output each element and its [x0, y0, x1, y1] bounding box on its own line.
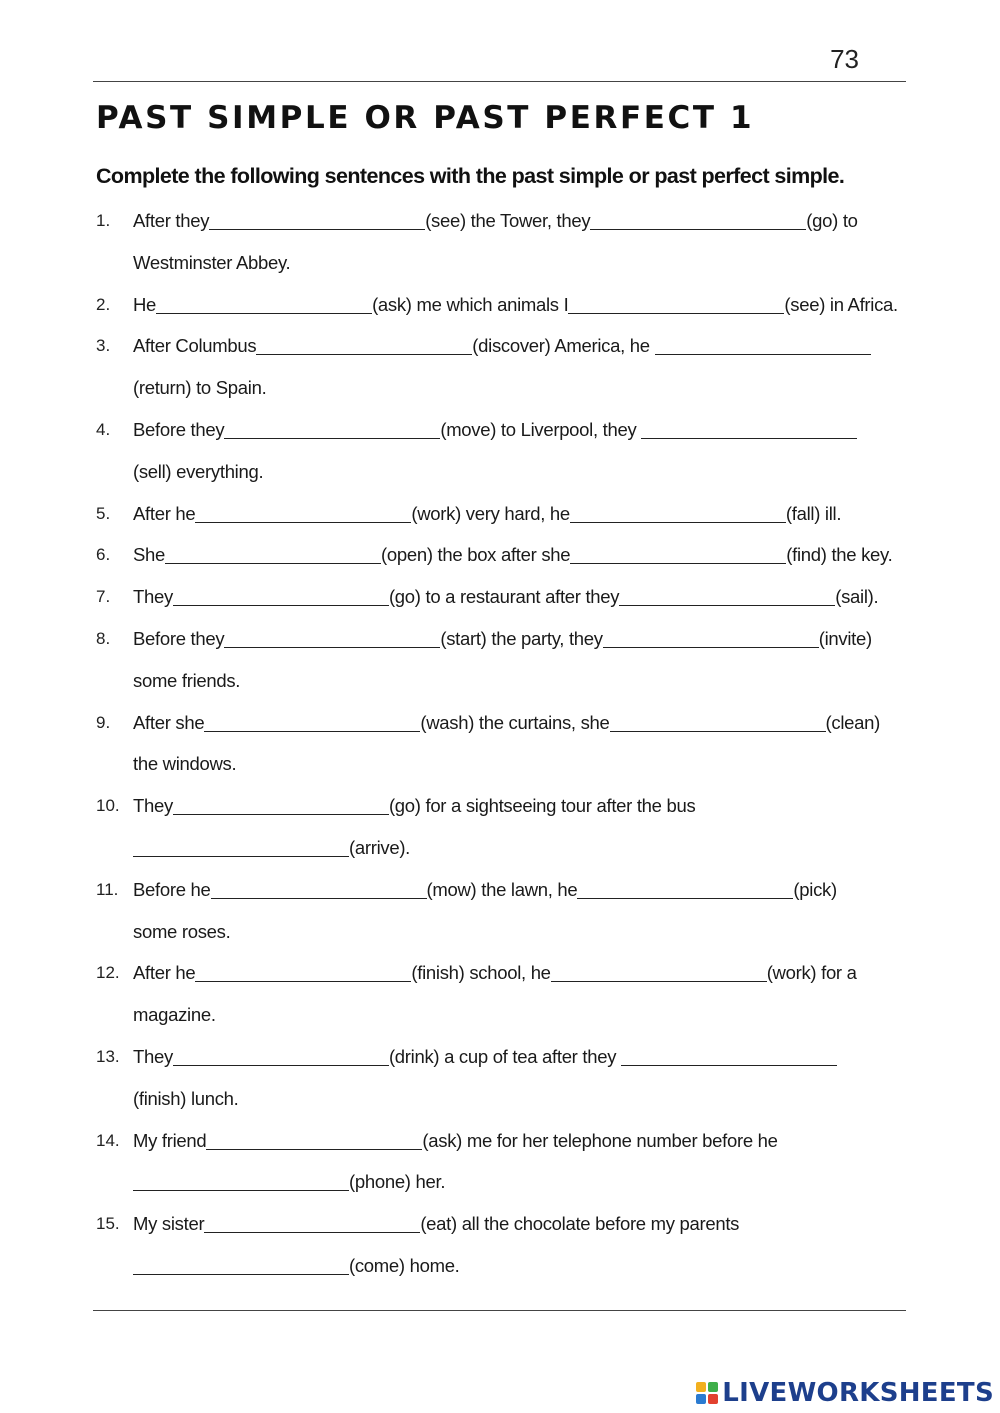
- answer-blank[interactable]: [195, 963, 411, 982]
- sentence-text: (work) very hard, he: [411, 502, 570, 524]
- page-number: 73: [830, 44, 859, 74]
- sentence-text: (phone) her.: [349, 1171, 446, 1193]
- exercise-line: [0, 833, 1000, 863]
- exercise-line: [0, 1042, 1000, 1072]
- sentence-text: (return) to Spain.: [133, 377, 267, 399]
- instructions: Complete the following sentences with the past simple or past perfect simple.: [96, 164, 845, 188]
- answer-blank[interactable]: [619, 587, 835, 606]
- item-number: 6.: [96, 545, 111, 565]
- exercise-line: [0, 624, 1000, 654]
- sentence-text: (drink) a cup of tea after they: [388, 1046, 621, 1067]
- sentence-text: (open) the box after she: [381, 544, 571, 566]
- sentence-text: (ask) me which animals I: [372, 293, 569, 315]
- answer-blank[interactable]: [195, 504, 411, 523]
- sentence-text: (arrive).: [349, 837, 411, 858]
- answer-blank[interactable]: [209, 211, 425, 230]
- sentence-text: (start) the party, they: [440, 628, 603, 649]
- sentence-text: (sell) everything.: [133, 460, 264, 482]
- item-number: 5.: [96, 503, 111, 523]
- exercise-line: [0, 415, 1000, 445]
- exercise-line: [0, 875, 1000, 905]
- exercise-line: [0, 206, 1000, 236]
- answer-blank[interactable]: [570, 504, 786, 523]
- item-number: 3.: [96, 336, 111, 356]
- item-number: 1.: [96, 211, 111, 230]
- sentence-text: He: [133, 293, 157, 315]
- sentence-text: Before they: [133, 628, 225, 649]
- page-title: PAST SIMPLE OR PAST PERFECT 1: [96, 100, 755, 136]
- exercise-line: [0, 749, 1000, 779]
- sentence-text: some friends.: [133, 669, 241, 691]
- exercise-line: [0, 248, 1000, 278]
- liveworksheets-logo[interactable]: [696, 1377, 994, 1409]
- answer-blank[interactable]: [224, 420, 440, 439]
- item-number: 12.: [96, 963, 120, 983]
- sentence-text: They: [133, 795, 173, 817]
- exercise-line: [0, 1084, 1000, 1114]
- sentence-text: My sister: [133, 1213, 205, 1235]
- answer-blank[interactable]: [133, 838, 349, 857]
- sentence-text: (go) to: [806, 210, 858, 231]
- answer-blank[interactable]: [173, 587, 389, 606]
- item-number: 10.: [96, 796, 120, 816]
- item-number: 9.: [96, 712, 111, 732]
- answer-blank[interactable]: [590, 211, 806, 230]
- sentence-text: (pick): [793, 878, 837, 900]
- sentence-text: magazine.: [133, 1004, 216, 1026]
- answer-blank[interactable]: [610, 713, 826, 732]
- answer-blank[interactable]: [206, 1131, 422, 1150]
- exercise-line: [0, 290, 1000, 320]
- item-number: 8.: [96, 629, 111, 648]
- exercise-line: [0, 1209, 1000, 1239]
- sentence-text: After he: [133, 502, 196, 524]
- item-number: 13.: [96, 1047, 120, 1066]
- exercise-line: [0, 1167, 1000, 1197]
- liveworksheets-logo-icon: [696, 1382, 718, 1404]
- sentence-text: My friend: [133, 1129, 207, 1151]
- sentence-text: (go) for a sightseeing tour after the bus: [388, 795, 696, 817]
- item-number: 4.: [96, 420, 111, 439]
- exercise-line: [0, 1126, 1000, 1156]
- answer-blank[interactable]: [568, 295, 784, 314]
- sentence-text: They: [133, 586, 173, 608]
- sentence-text: (discover) America, he: [472, 335, 655, 357]
- exercise-line: [0, 1251, 1000, 1281]
- sentence-text: some roses.: [133, 920, 231, 942]
- exercise-line: [0, 791, 1000, 821]
- answer-blank[interactable]: [156, 295, 372, 314]
- sentence-text: After Columbus: [133, 335, 257, 357]
- answer-blank[interactable]: [655, 336, 871, 355]
- item-number: 2.: [96, 294, 111, 314]
- answer-blank[interactable]: [204, 1214, 420, 1233]
- answer-blank[interactable]: [603, 629, 819, 648]
- item-number: 15.: [96, 1214, 120, 1234]
- sentence-text: Before he: [133, 878, 211, 900]
- exercise-line: [0, 373, 1000, 403]
- answer-blank[interactable]: [133, 1172, 349, 1191]
- sentence-text: (see) in Africa.: [784, 293, 898, 315]
- sentence-text: Before they: [133, 419, 225, 440]
- sentence-text: After they: [133, 210, 210, 231]
- answer-blank[interactable]: [173, 796, 389, 815]
- exercise-line: [0, 958, 1000, 988]
- answer-blank[interactable]: [570, 545, 786, 564]
- sentence-text: (eat) all the chocolate before my parents: [420, 1213, 740, 1235]
- item-number: 11.: [96, 879, 119, 899]
- sentence-text: (clean): [825, 711, 880, 733]
- sentence-text: (finish) school, he: [411, 962, 551, 984]
- answer-blank[interactable]: [256, 336, 472, 355]
- sentence-text: Westminster Abbey.: [133, 251, 291, 273]
- sentence-text: After she: [133, 711, 205, 733]
- sentence-text: She: [133, 544, 166, 566]
- item-number: 7.: [96, 587, 111, 607]
- sentence-text: (go) to a restaurant after they: [388, 586, 620, 608]
- sentence-text: the windows.: [133, 753, 237, 775]
- answer-blank[interactable]: [641, 420, 857, 439]
- sentence-text: (mow) the lawn, he: [426, 878, 578, 900]
- answer-blank[interactable]: [204, 713, 420, 732]
- sentence-text: (find) the key.: [786, 544, 893, 566]
- answer-blank[interactable]: [224, 629, 440, 648]
- exercise-line: [0, 666, 1000, 696]
- answer-blank[interactable]: [621, 1047, 837, 1066]
- sentence-text: (fall) ill.: [785, 502, 842, 524]
- exercise-line: [0, 540, 1000, 570]
- sentence-text: (work) for a: [766, 962, 857, 984]
- item-number: 14.: [96, 1130, 120, 1150]
- exercise-line: [0, 457, 1000, 487]
- answer-blank[interactable]: [165, 545, 381, 564]
- answer-blank[interactable]: [133, 1256, 349, 1275]
- answer-blank[interactable]: [173, 1047, 389, 1066]
- sentence-text: (see) the Tower, they: [425, 210, 591, 231]
- exercise-line: [0, 499, 1000, 529]
- exercise-line: [0, 582, 1000, 612]
- sentence-text: (come) home.: [349, 1255, 460, 1276]
- sentence-text: (move) to Liverpool, they: [440, 419, 642, 440]
- sentence-text: (finish) lunch.: [133, 1087, 239, 1109]
- sentence-text: They: [133, 1046, 173, 1067]
- logo-text: LIVEWORKSHEETS: [722, 1378, 994, 1408]
- top-divider: [93, 81, 906, 82]
- exercise-line: [0, 708, 1000, 738]
- sentence-text: (ask) me for her telephone number before he: [422, 1129, 778, 1151]
- sentence-text: (wash) the curtains, she: [420, 711, 610, 733]
- exercise-line: [0, 331, 1000, 361]
- answer-blank[interactable]: [551, 963, 767, 982]
- exercise-line: [0, 917, 1000, 947]
- answer-blank[interactable]: [577, 880, 793, 899]
- sentence-text: After he: [133, 962, 196, 984]
- sentence-text: (sail).: [835, 586, 879, 608]
- sentence-text: (invite): [818, 628, 872, 649]
- bottom-divider: [93, 1310, 906, 1311]
- answer-blank[interactable]: [211, 880, 427, 899]
- exercise-line: [0, 1000, 1000, 1030]
